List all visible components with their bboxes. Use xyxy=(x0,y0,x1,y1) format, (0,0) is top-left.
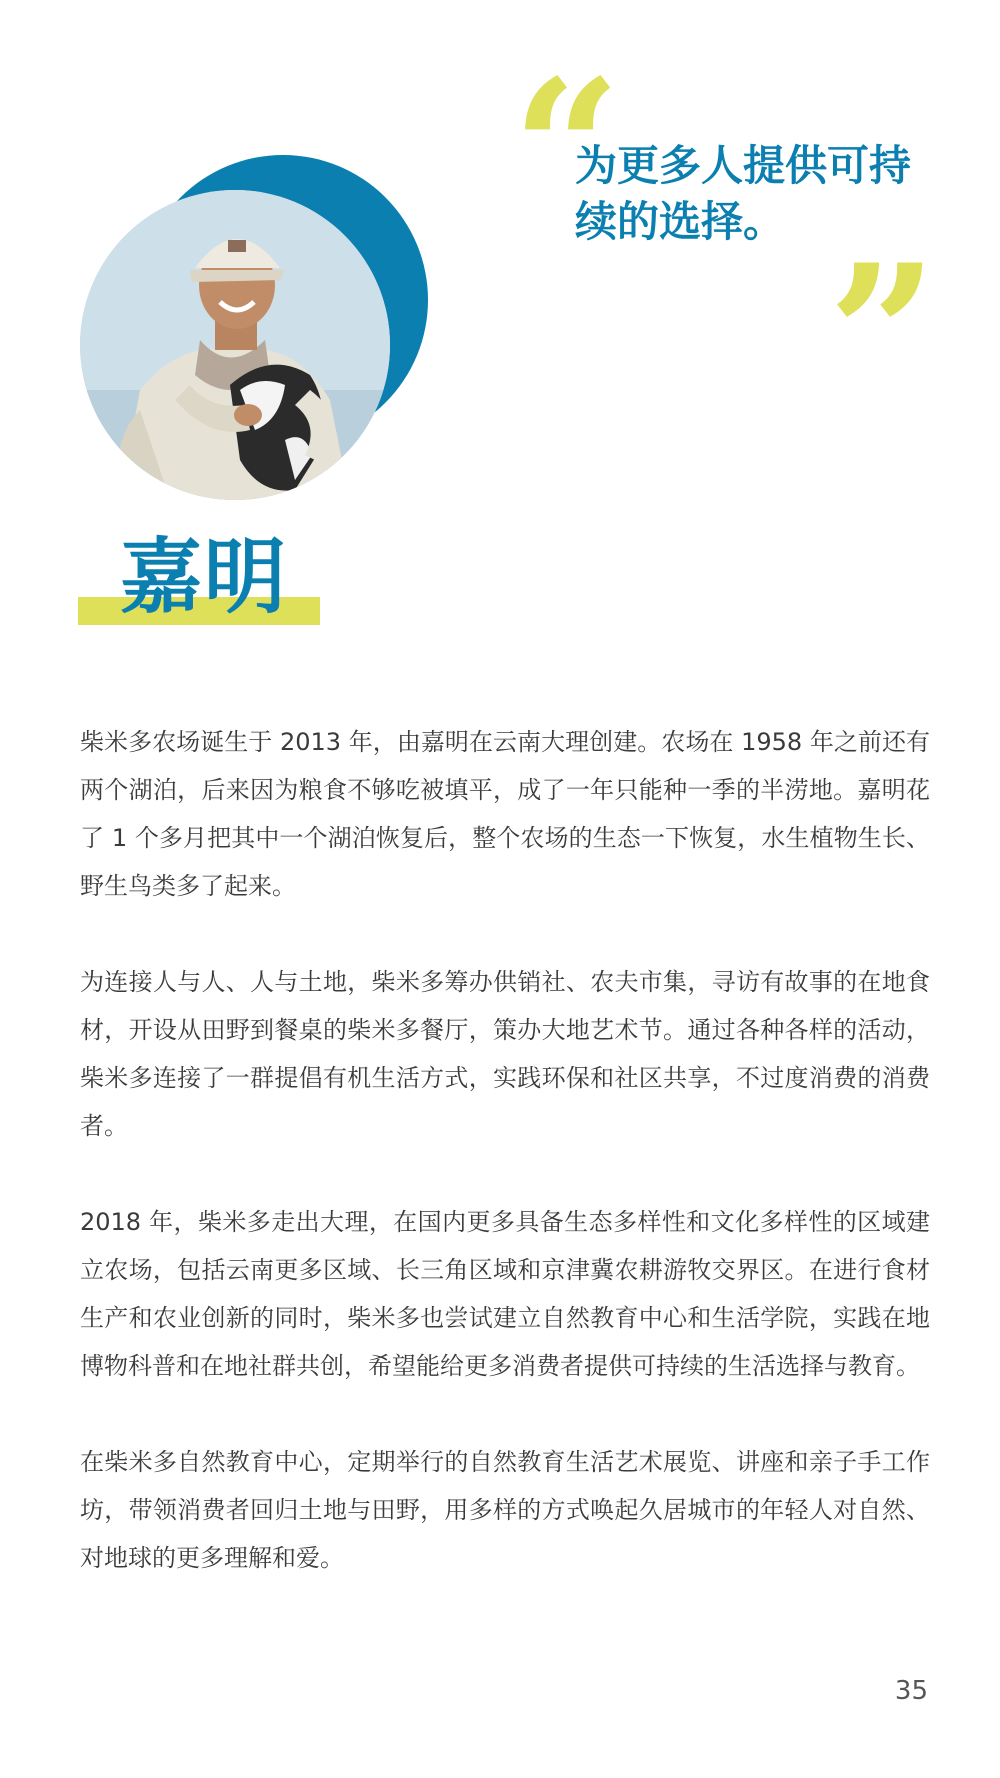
profile-name: 嘉明 xyxy=(120,530,289,625)
paragraph-2: 为连接人与人、人与土地，柴米多筹办供销社、农夫市集，寻访有故事的在地食材，开设从田野到餐桌的柴米多餐厅，策办大地艺术节。通过各种各样的活动，柴米多连接了一群提倡有机生活方式，实践环保和社区共享，不过度消费的消费者。 xyxy=(80,968,930,1140)
paragraph-4: 在柴米多自然教育中心，定期举行的自然教育生活艺术展览、讲座和亲子手工作坊，带领消费者回归土地与田野，用多样的方式唤起久居城市的年轻人对自然、对地球的更多理解和爱。 xyxy=(80,1448,930,1572)
close-quote-mark: ” xyxy=(828,223,938,446)
portrait-group xyxy=(78,155,438,505)
article-body xyxy=(80,718,930,1630)
open-quote-mark: “ xyxy=(512,38,622,261)
paragraph-3: 2018 年，柴米多走出大理，在国内更多具备生态多样性和文化多样性的区域建立农场，包括云南更多区域、长三角区域和京津冀农耕游牧交界区。在进行食材生产和农业创新的同时，柴米多也尝试建立自然教育中心和生活学院，实践在地博物科普和在地社群共创，希望能给更多消费者提供可持续的生活选择与教育。 xyxy=(80,1208,930,1380)
paragraph-1: 柴米多农场诞生于 2013 年，由嘉明在云南大理创建。农场在 1958 年之前还有两个湖泊，后来因为粮食不够吃被填平，成了一年只能种一季的半涝地。嘉明花了 1 个多月把其中一个湖泊恢复后，整个农场的生态一下恢复，水生植物生长、野生鸟类多了起来。 xyxy=(80,728,930,900)
page-number: 35 xyxy=(894,1676,928,1706)
pull-quote: 为更多人提供可持续的选择。 xyxy=(575,141,912,246)
portrait-photo xyxy=(80,190,390,500)
